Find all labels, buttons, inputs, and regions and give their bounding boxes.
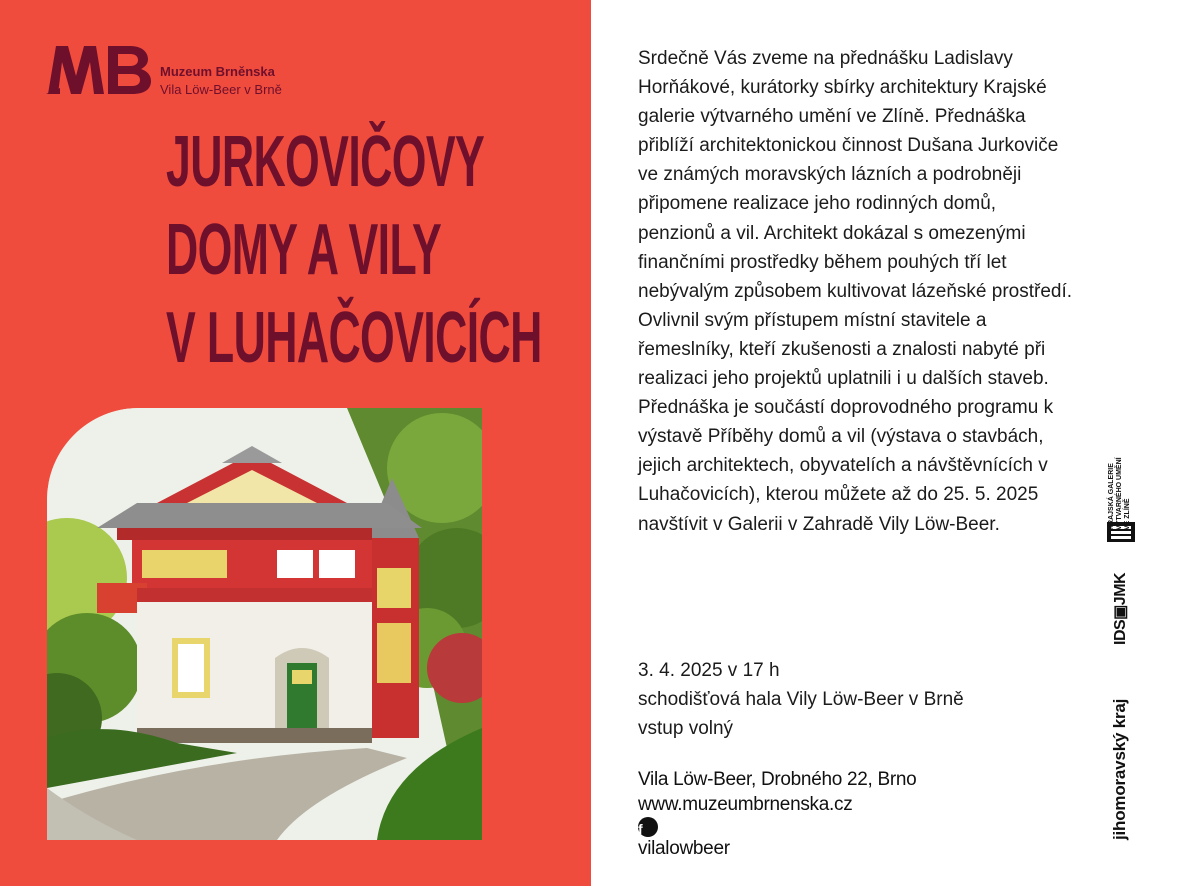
gallery-line-1: KRAJSKÁ GALERIE bbox=[1108, 463, 1115, 530]
page-title bbox=[166, 118, 542, 382]
description bbox=[638, 44, 1078, 539]
event-entry: vstup volný bbox=[638, 718, 734, 739]
museum-logo-mark bbox=[46, 44, 156, 96]
contact-info bbox=[638, 768, 1078, 862]
jmk-text: JMK bbox=[1112, 572, 1129, 606]
facebook-link[interactable] bbox=[638, 817, 1078, 862]
partner-region-logo: jihomoravský kraj bbox=[1110, 698, 1129, 840]
villa-photo bbox=[47, 408, 482, 840]
event-place: schodišťová hala Vily Löw-Beer v Brně bbox=[638, 689, 964, 710]
museum-name: Muzeum Brněnska bbox=[160, 64, 275, 79]
description-paragraph-1: Srdečně Vás zveme na přednášku Ladislavy Horňákové, kurátorky sbírky architektury Krajské galerie výtvarného umění ve Zlíně. Přednáška přiblíží architektonickou činnost Dušana Jurkoviče ve známých moravských lázních a podrobněji připomene realizace jeho rodinných domů, penzionů a vil. Architekt dokázal s omezenými finančními prostředky během pouhých tří let nebývalým způsobem kultivovat lázeňské prostředí. Ovlivnil svým přístupem místní stavitele a řemeslníky, kteří zkušenosti a znalosti nabyté při realizaci jeho projektů uplatnili i u dalších staveb. bbox=[638, 48, 1073, 390]
title-line-2: DOMY A VILY bbox=[166, 210, 442, 290]
bus-icon: ▣ bbox=[1112, 605, 1129, 620]
partner-gallery-logo bbox=[1108, 457, 1132, 530]
description-paragraph-2: Přednáška je součástí doprovodného programu k výstavě Příběhy domů a vil (výstava o stavbách, jejich architektech, obyvatelích a návštěvnících v Luhačovicích), kterou můžete až do 25. 5. 2025 navštívit v Galerii v Zahradě Vily Löw-Beer. bbox=[638, 397, 1054, 535]
facebook-handle: vilalowbeer bbox=[638, 838, 730, 859]
gallery-line-2: VÝTVARNÉHO UMĚNÍ bbox=[1116, 457, 1123, 530]
gallery-line-3: VE ZLÍNĚ bbox=[1124, 498, 1131, 530]
museum-subtitle: Vila Löw-Beer v Brně bbox=[160, 82, 282, 97]
partner-ids-jmk-logo bbox=[1110, 573, 1130, 645]
ids-text: IDS bbox=[1112, 619, 1129, 645]
contact-address: Vila Löw-Beer, Drobného 22, Brno bbox=[638, 769, 917, 790]
facebook-icon: f bbox=[638, 817, 658, 837]
event-datetime: 3. 4. 2025 v 17 h bbox=[638, 660, 780, 681]
museum-logo-text bbox=[160, 63, 282, 99]
contact-website[interactable]: www.muzeumbrnenska.cz bbox=[638, 793, 853, 815]
title-line-1: JURKOVIČOVY bbox=[166, 122, 485, 202]
event-details bbox=[638, 656, 1078, 743]
title-line-3: V LUHAČOVICÍCH bbox=[166, 298, 542, 378]
